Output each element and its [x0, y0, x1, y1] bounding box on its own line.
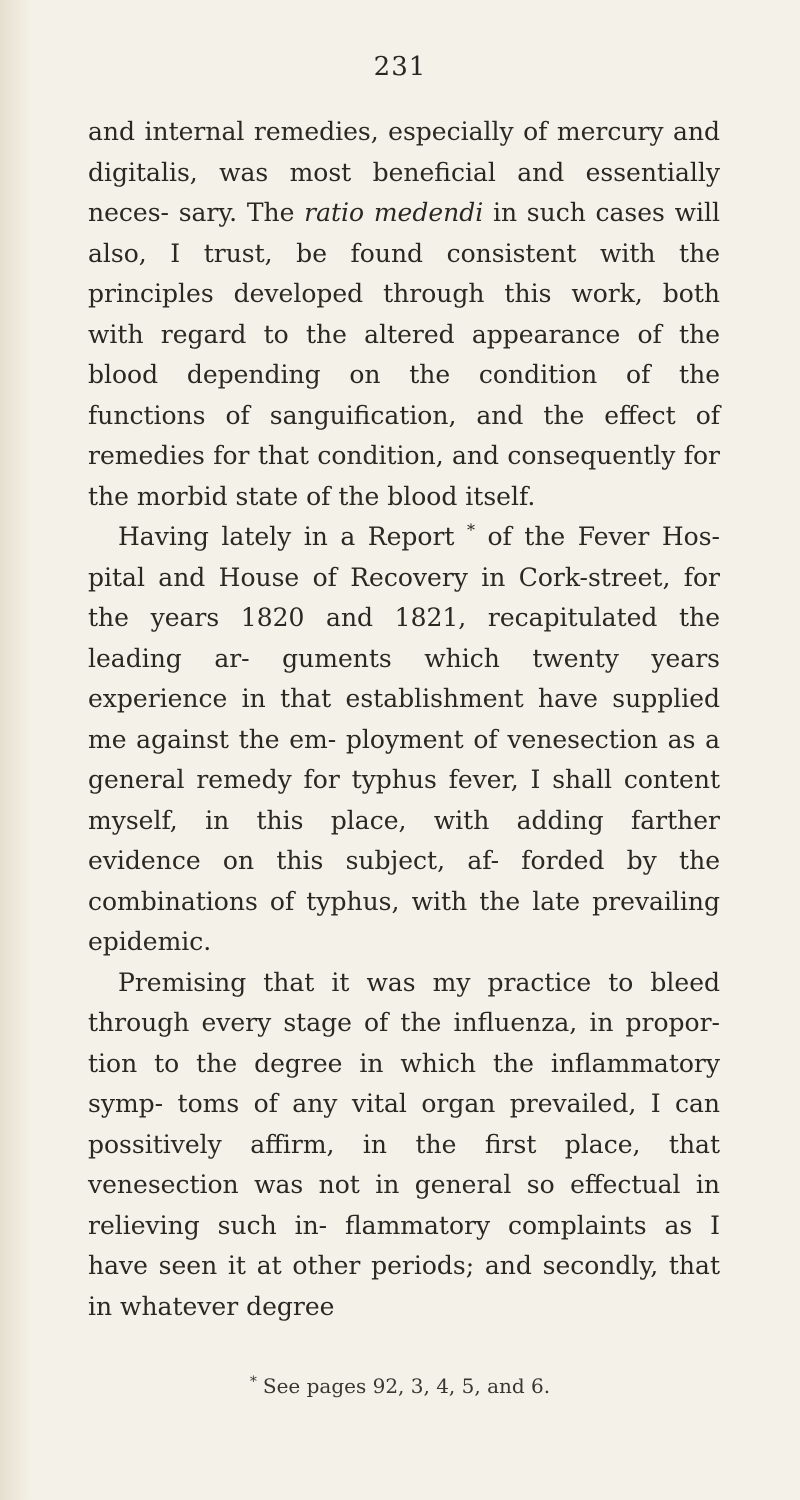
text-segment: of the Fever Hos- pital and House of Recovery in Cork-street, for the years 1820 and 1821, recapitulated the leading ar- guments which twenty years experience in that establishment have supplied me against the em- ployment of venesection as a general remedy for typhus fever, I shall content myself, in this place, with adding farther evidence on this subject, af- forded by the combinations of typhus, with the late prevailing epidemic.: [88, 522, 720, 956]
text-segment: and internal remedies, especially of mercury and digitalis, was most beneficial and essentially neces- sary. The: [88, 117, 720, 227]
footnote: [0, 1374, 800, 1398]
paragraph: [88, 963, 720, 1328]
footnote-mark: *: [249, 1374, 257, 1390]
text-segment: Having lately in a Report: [118, 522, 467, 551]
paragraph: [88, 112, 720, 517]
footnote-text: See pages 92, 3, 4, 5, and 6.: [262, 1374, 551, 1398]
page-edge-shadow: [0, 0, 32, 1500]
paragraph: [88, 517, 720, 963]
footnote-reference: *: [466, 520, 475, 540]
text-segment: Premising that it was my practice to bleed through every stage of the influenza, in propor- tion to the degree in which the inflammatory symp- toms of any vital organ prevailed, I can possitively affirm, in the first place, that venesection was not in general so effectual in relieving such in- flammatory complaints as I have seen it at other periods; and secondly, that in whatever degree: [88, 967, 720, 1321]
page-number: 231: [373, 52, 427, 82]
body-text: [88, 112, 720, 1327]
italic-phrase: ratio medendi: [304, 198, 484, 227]
text-segment: in such cases will also, I trust, be found consistent with the principles developed through this work, both with regard to the altered appearance of the blood depending on the condition of the functions of sanguification, and the effect of remedies for that condition, and consequently for the morbid state of the blood itself.: [88, 198, 720, 511]
